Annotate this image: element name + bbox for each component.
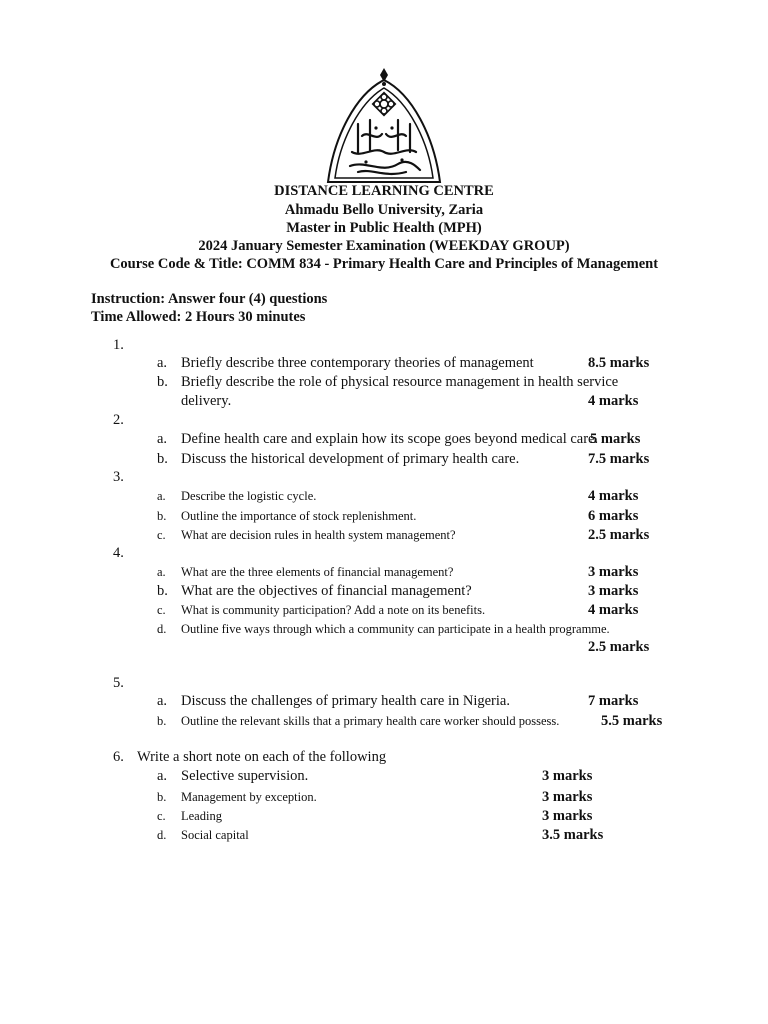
question-number: 2. (113, 412, 124, 428)
question-part (0, 807, 768, 827)
question-part-continuation (0, 392, 768, 412)
part-marks: 2.5 marks (588, 527, 650, 543)
part-marks: 4 marks (588, 393, 639, 409)
part-label: a. (157, 489, 166, 503)
question-part (0, 526, 768, 546)
part-text: What are decision rules in health system management? (181, 528, 456, 542)
part-label: b. (157, 509, 167, 523)
part-label: a. (157, 355, 168, 371)
part-label: d. (157, 828, 167, 842)
university-crest-logo (322, 66, 446, 184)
part-marks: 6 marks (588, 508, 639, 524)
part-label: c. (157, 603, 166, 617)
question-part (0, 767, 768, 787)
part-marks: 2.5 marks (588, 639, 650, 655)
part-marks: 7.5 marks (588, 451, 650, 467)
part-marks: 4 marks (588, 602, 639, 618)
centre-title: DISTANCE LEARNING CENTRE (274, 183, 494, 199)
instruction-text: Instruction: Answer four (4) questions (91, 291, 328, 307)
question-part (0, 450, 768, 470)
university-name: Ahmadu Bello University, Zaria (284, 202, 484, 218)
course-title: Course Code & Title: COMM 834 - Primary Health Care and Principles of Management (109, 256, 659, 272)
question-part (0, 620, 768, 640)
part-text: What are the objectives of financial management? (181, 583, 472, 599)
part-text: Social capital (181, 828, 249, 842)
part-label: b. (157, 374, 168, 390)
part-label: d. (157, 622, 167, 636)
part-marks: 4 marks (588, 488, 639, 504)
part-text: Outline five ways through which a community can participate in a health programme. (181, 622, 610, 636)
part-label: b. (157, 790, 167, 804)
time-allowed-text: Time Allowed: 2 Hours 30 minutes (91, 309, 306, 325)
part-label: a. (157, 431, 168, 447)
part-marks: 3 marks (542, 768, 593, 784)
part-marks: 3 marks (588, 564, 639, 580)
part-label: c. (157, 528, 166, 542)
question-part (0, 373, 768, 393)
question-part (0, 788, 768, 808)
part-text: Leading (181, 809, 222, 823)
part-marks: 5.5 marks (601, 713, 663, 729)
exam-title: 2024 January Semester Examination (WEEKDAY GROUP) (198, 238, 570, 254)
part-text: Outline the relevant skills that a primary health care worker should possess. (181, 714, 560, 728)
part-text-continued: delivery. (181, 393, 232, 409)
question-part (0, 507, 768, 527)
part-label: b. (157, 714, 167, 728)
question-part-marks-row (0, 638, 768, 658)
part-label: a. (157, 693, 168, 709)
question-part (0, 582, 768, 602)
question-part (0, 601, 768, 621)
question-number: 6. (113, 749, 124, 765)
question-part (0, 826, 768, 846)
part-text: What is community participation? Add a note on its benefits. (181, 603, 486, 617)
question-part (0, 354, 768, 374)
part-marks: 8.5 marks (588, 355, 650, 371)
part-marks: 3 marks (588, 583, 639, 599)
part-text: Discuss the historical development of primary health care. (181, 451, 520, 467)
question-part (0, 692, 768, 712)
part-text: Briefly describe the role of physical resource management in health service (181, 374, 619, 390)
question-part (0, 430, 768, 450)
part-marks: 5 marks (590, 431, 641, 447)
question-number: 4. (113, 545, 124, 561)
part-text: What are the three elements of financial management? (181, 565, 454, 579)
part-text: Discuss the challenges of primary health care in Nigeria. (181, 693, 510, 709)
part-text: Management by exception. (181, 790, 317, 804)
part-marks: 3.5 marks (542, 827, 604, 843)
question-part (0, 487, 768, 507)
part-text: Describe the logistic cycle. (181, 489, 317, 503)
part-text: Outline the importance of stock replenishment. (181, 509, 417, 523)
question-number: 3. (113, 469, 124, 485)
part-label: a. (157, 768, 168, 784)
part-marks: 3 marks (542, 808, 593, 824)
question-stem: Write a short note on each of the following (137, 749, 387, 765)
part-label: b. (157, 451, 168, 467)
part-label: b. (157, 583, 168, 599)
question-number: 1. (113, 337, 124, 353)
part-label: a. (157, 565, 166, 579)
part-text: Define health care and explain how its scope goes beyond medical care. (181, 431, 599, 447)
question-number: 5. (113, 675, 124, 691)
question-part (0, 563, 768, 583)
part-text: Briefly describe three contemporary theories of management (181, 355, 534, 371)
part-text: Selective supervision. (181, 768, 309, 784)
part-label: c. (157, 809, 166, 823)
programme-name: Master in Public Health (MPH) (286, 220, 482, 236)
part-marks: 7 marks (588, 693, 639, 709)
question-stem-row (0, 748, 768, 768)
question-part (0, 712, 768, 732)
part-marks: 3 marks (542, 789, 593, 805)
